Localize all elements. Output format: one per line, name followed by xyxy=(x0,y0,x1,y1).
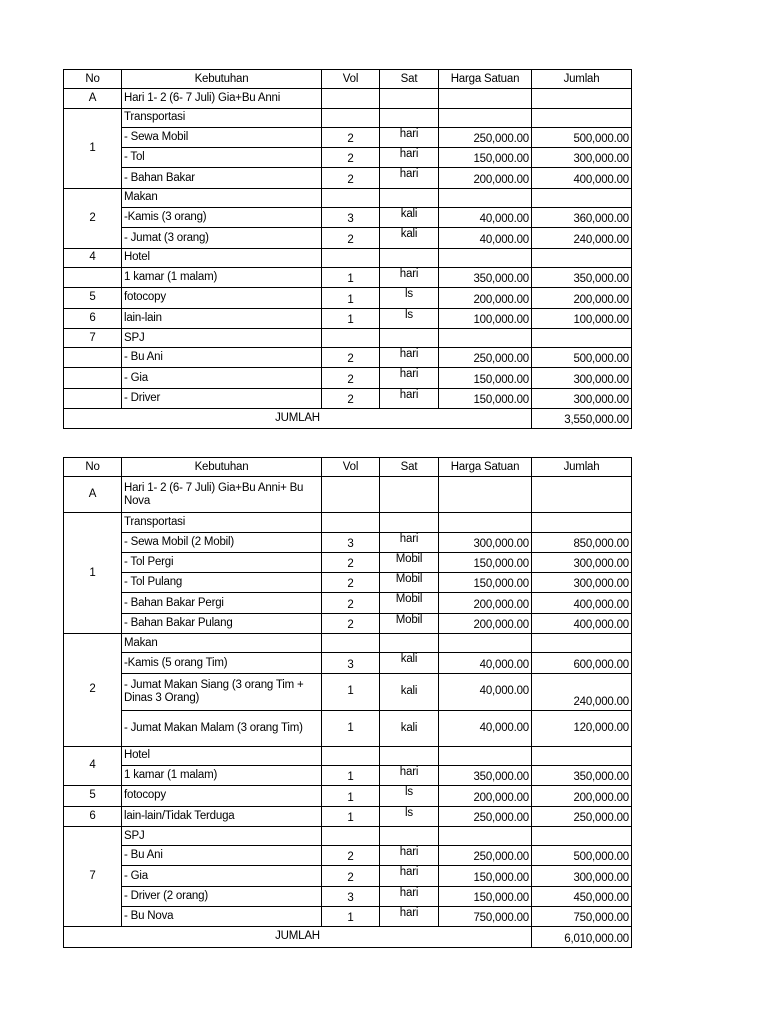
cell-jumlah: 200,000.00 xyxy=(532,786,632,806)
cell-vol: 2 xyxy=(322,127,380,147)
header-jumlah: Jumlah xyxy=(532,70,632,89)
cell-harga: 200,000.00 xyxy=(439,288,532,308)
table-row xyxy=(64,846,632,866)
cell-vol: 1 xyxy=(322,267,380,287)
header-harga-satuan: Harga Satuan xyxy=(439,458,532,477)
cell-vol: 2 xyxy=(322,368,380,388)
cell-sat: kali xyxy=(380,710,439,746)
table-row xyxy=(64,148,632,168)
cell-sat: kali xyxy=(380,673,439,710)
cell-vol: 2 xyxy=(322,866,380,886)
cell-harga: 250,000.00 xyxy=(439,846,532,866)
cell-sat: hari xyxy=(380,886,439,906)
cell-sat: Mobil xyxy=(380,593,439,613)
cell-kebutuhan: fotocopy xyxy=(122,288,322,308)
cell-sat: kali xyxy=(380,208,439,228)
cell-kebutuhan: -Kamis (3 orang) xyxy=(122,208,322,228)
cell-kebutuhan: 1 kamar (1 malam) xyxy=(122,765,322,785)
section-a-row xyxy=(64,477,632,513)
table-row xyxy=(64,573,632,593)
category-title: Hotel xyxy=(122,746,322,765)
row-no: 7 xyxy=(64,826,122,926)
section-a-row xyxy=(64,89,632,108)
cell-kebutuhan: lain-lain/Tidak Terduga xyxy=(122,806,322,826)
cell-vol: 2 xyxy=(322,593,380,613)
cell-sat: hari xyxy=(380,388,439,408)
cell-jumlah: 300,000.00 xyxy=(532,552,632,572)
row-no: 2 xyxy=(64,634,122,747)
cell-harga: 40,000.00 xyxy=(439,228,532,248)
cell-harga: 150,000.00 xyxy=(439,573,532,593)
cell-kebutuhan: - Tol Pulang xyxy=(122,573,322,593)
cell-kebutuhan: - Bahan Bakar Pergi xyxy=(122,593,322,613)
table-row xyxy=(64,806,632,826)
cell-sat: kali xyxy=(380,653,439,673)
cell-jumlah: 600,000.00 xyxy=(532,653,632,673)
table-row xyxy=(64,308,632,328)
cell-jumlah: 400,000.00 xyxy=(532,613,632,633)
cell-harga: 150,000.00 xyxy=(439,866,532,886)
cell-jumlah: 350,000.00 xyxy=(532,267,632,287)
cell-kebutuhan: - Driver xyxy=(122,388,322,408)
table-row xyxy=(64,348,632,368)
header-jumlah: Jumlah xyxy=(532,458,632,477)
table-row xyxy=(64,826,632,845)
cell-jumlah: 500,000.00 xyxy=(532,348,632,368)
cell-sat: hari xyxy=(380,168,439,188)
total-value: 6,010,000.00 xyxy=(532,927,632,947)
cell-vol: 3 xyxy=(322,208,380,228)
cell-vol: 2 xyxy=(322,388,380,408)
cell-harga: 150,000.00 xyxy=(439,148,532,168)
header-harga-satuan: Harga Satuan xyxy=(439,70,532,89)
cell-sat: ls xyxy=(380,806,439,826)
cell-harga: 350,000.00 xyxy=(439,765,532,785)
cell-harga: 40,000.00 xyxy=(439,673,532,710)
cell-jumlah: 750,000.00 xyxy=(532,907,632,927)
cell-kebutuhan: - Gia xyxy=(122,866,322,886)
cell-vol: 2 xyxy=(322,228,380,248)
cell-harga: 40,000.00 xyxy=(439,653,532,673)
header-sat: Sat xyxy=(380,70,439,89)
cell-vol: 2 xyxy=(322,168,380,188)
category-title: Hotel xyxy=(122,248,322,267)
cell-sat: hari xyxy=(380,348,439,368)
cell-kebutuhan: - Bu Ani xyxy=(122,348,322,368)
cell-kebutuhan: fotocopy xyxy=(122,786,322,806)
section-no: A xyxy=(64,477,122,513)
cell-kebutuhan: - Tol xyxy=(122,148,322,168)
cell-sat: Mobil xyxy=(380,552,439,572)
cell-harga: 40,000.00 xyxy=(439,710,532,746)
cell-harga: 200,000.00 xyxy=(439,613,532,633)
table-row xyxy=(64,513,632,532)
row-no: 4 xyxy=(64,248,122,267)
cell-jumlah: 100,000.00 xyxy=(532,308,632,328)
row-no: 4 xyxy=(64,746,122,786)
cell-sat: hari xyxy=(380,907,439,927)
cell-jumlah: 250,000.00 xyxy=(532,806,632,826)
cell-sat: ls xyxy=(380,288,439,308)
table-row xyxy=(64,208,632,228)
cell-sat: hari xyxy=(380,148,439,168)
cell-kebutuhan: - Driver (2 orang) xyxy=(122,886,322,906)
cell-kebutuhan: - Sewa Mobil (2 Mobil) xyxy=(122,532,322,552)
total-value: 3,550,000.00 xyxy=(532,409,632,429)
cell-jumlah: 300,000.00 xyxy=(532,388,632,408)
cell-vol: 3 xyxy=(322,532,380,552)
cell-sat: hari xyxy=(380,127,439,147)
section-title: Hari 1- 2 (6- 7 Juli) Gia+Bu Anni xyxy=(122,89,322,108)
cell-harga: 40,000.00 xyxy=(439,208,532,228)
table-row xyxy=(64,907,632,927)
table-row xyxy=(64,866,632,886)
cell-harga: 250,000.00 xyxy=(439,806,532,826)
cell-sat: hari xyxy=(380,368,439,388)
row-no: 5 xyxy=(64,288,122,308)
cell-sat: hari xyxy=(380,866,439,886)
budget-table-2 xyxy=(63,457,632,948)
cell-vol: 2 xyxy=(322,846,380,866)
category-title: Makan xyxy=(122,634,322,653)
table-row xyxy=(64,288,632,308)
section-title: Hari 1- 2 (6- 7 Juli) Gia+Bu Anni+ Bu Nova xyxy=(122,477,322,513)
cell-harga: 250,000.00 xyxy=(439,127,532,147)
cell-vol: 2 xyxy=(322,573,380,593)
table-row xyxy=(64,710,632,746)
cell-jumlah: 300,000.00 xyxy=(532,866,632,886)
header-no: No xyxy=(64,70,122,89)
cell-vol: 1 xyxy=(322,710,380,746)
cell-jumlah: 300,000.00 xyxy=(532,368,632,388)
cell-harga: 350,000.00 xyxy=(439,267,532,287)
cell-harga: 150,000.00 xyxy=(439,552,532,572)
category-title: Transportasi xyxy=(122,513,322,532)
cell-harga: 150,000.00 xyxy=(439,368,532,388)
cell-jumlah: 300,000.00 xyxy=(532,573,632,593)
category-title: Makan xyxy=(122,188,322,207)
header-vol: Vol xyxy=(322,458,380,477)
budget-table-1 xyxy=(63,69,632,429)
row-no: 6 xyxy=(64,308,122,328)
row-no: 1 xyxy=(64,513,122,634)
table-row xyxy=(64,765,632,785)
cell-kebutuhan: - Jumat Makan Malam (3 orang Tim) xyxy=(122,710,322,746)
cell-sat: Mobil xyxy=(380,573,439,593)
cell-harga: 250,000.00 xyxy=(439,348,532,368)
table-row xyxy=(64,188,632,207)
row-no: 5 xyxy=(64,786,122,806)
header-no: No xyxy=(64,458,122,477)
cell-kebutuhan: - Sewa Mobil xyxy=(122,127,322,147)
cell-sat: hari xyxy=(380,765,439,785)
category-title: SPJ xyxy=(122,826,322,845)
cell-harga: 150,000.00 xyxy=(439,886,532,906)
table-row xyxy=(64,593,632,613)
cell-sat: ls xyxy=(380,786,439,806)
table-row xyxy=(64,168,632,188)
cell-sat: Mobil xyxy=(380,613,439,633)
cell-vol: 1 xyxy=(322,806,380,826)
total-label: JUMLAH xyxy=(64,409,532,429)
cell-vol: 2 xyxy=(322,613,380,633)
header-row xyxy=(64,70,632,89)
cell-sat: hari xyxy=(380,532,439,552)
cell-kebutuhan: - Bahan Bakar xyxy=(122,168,322,188)
cell-jumlah: 360,000.00 xyxy=(532,208,632,228)
row-no: 7 xyxy=(64,328,122,347)
cell-kebutuhan: -Kamis (5 orang Tim) xyxy=(122,653,322,673)
cell-vol: 1 xyxy=(322,673,380,710)
cell-jumlah: 450,000.00 xyxy=(532,886,632,906)
cell-sat: hari xyxy=(380,846,439,866)
table-row xyxy=(64,746,632,765)
table-row xyxy=(64,108,632,127)
category-title: Transportasi xyxy=(122,108,322,127)
cell-sat: hari xyxy=(380,267,439,287)
cell-vol: 3 xyxy=(322,653,380,673)
cell-kebutuhan: - Bahan Bakar Pulang xyxy=(122,613,322,633)
cell-harga: 300,000.00 xyxy=(439,532,532,552)
cell-sat: kali xyxy=(380,228,439,248)
header-row xyxy=(64,458,632,477)
total-row xyxy=(64,927,632,947)
row-no: 2 xyxy=(64,188,122,248)
cell-vol: 1 xyxy=(322,907,380,927)
cell-vol: 2 xyxy=(322,552,380,572)
cell-harga: 200,000.00 xyxy=(439,786,532,806)
cell-kebutuhan: - Gia xyxy=(122,368,322,388)
table-row xyxy=(64,328,632,347)
table-row xyxy=(64,886,632,906)
table-row xyxy=(64,248,632,267)
cell-jumlah: 850,000.00 xyxy=(532,532,632,552)
cell-vol: 2 xyxy=(322,348,380,368)
header-kebutuhan: Kebutuhan xyxy=(122,458,322,477)
cell-jumlah: 400,000.00 xyxy=(532,593,632,613)
category-title: SPJ xyxy=(122,328,322,347)
cell-jumlah: 500,000.00 xyxy=(532,127,632,147)
table-row xyxy=(64,267,632,287)
header-kebutuhan: Kebutuhan xyxy=(122,70,322,89)
cell-vol: 1 xyxy=(322,288,380,308)
table-row xyxy=(64,786,632,806)
table-row xyxy=(64,634,632,653)
total-label: JUMLAH xyxy=(64,927,532,947)
table-row xyxy=(64,368,632,388)
table-row xyxy=(64,673,632,710)
cell-jumlah: 120,000.00 xyxy=(532,710,632,746)
cell-vol: 3 xyxy=(322,886,380,906)
cell-vol: 2 xyxy=(322,148,380,168)
header-sat: Sat xyxy=(380,458,439,477)
table-row xyxy=(64,613,632,633)
cell-sat: ls xyxy=(380,308,439,328)
cell-harga: 200,000.00 xyxy=(439,168,532,188)
cell-kebutuhan: - Jumat (3 orang) xyxy=(122,228,322,248)
cell-harga: 100,000.00 xyxy=(439,308,532,328)
cell-jumlah: 500,000.00 xyxy=(532,846,632,866)
cell-harga: 200,000.00 xyxy=(439,593,532,613)
row-no: 6 xyxy=(64,806,122,826)
cell-harga: 750,000.00 xyxy=(439,907,532,927)
table-row xyxy=(64,552,632,572)
header-vol: Vol xyxy=(322,70,380,89)
table-row xyxy=(64,532,632,552)
table-row xyxy=(64,127,632,147)
cell-kebutuhan: 1 kamar (1 malam) xyxy=(122,267,322,287)
table-row xyxy=(64,228,632,248)
table-row xyxy=(64,388,632,408)
cell-jumlah: 240,000.00 xyxy=(532,673,632,710)
cell-vol: 1 xyxy=(322,786,380,806)
cell-kebutuhan: - Jumat Makan Siang (3 orang Tim + Dinas 3 Orang) xyxy=(122,673,322,710)
cell-jumlah: 400,000.00 xyxy=(532,168,632,188)
cell-jumlah: 300,000.00 xyxy=(532,148,632,168)
cell-jumlah: 240,000.00 xyxy=(532,228,632,248)
cell-jumlah: 200,000.00 xyxy=(532,288,632,308)
cell-kebutuhan: - Bu Nova xyxy=(122,907,322,927)
cell-vol: 1 xyxy=(322,308,380,328)
cell-kebutuhan: - Tol Pergi xyxy=(122,552,322,572)
cell-kebutuhan: - Bu Ani xyxy=(122,846,322,866)
section-no: A xyxy=(64,89,122,108)
cell-kebutuhan: lain-lain xyxy=(122,308,322,328)
row-no: 1 xyxy=(64,108,122,188)
table-row xyxy=(64,653,632,673)
total-row xyxy=(64,409,632,429)
cell-vol: 1 xyxy=(322,765,380,785)
cell-harga: 150,000.00 xyxy=(439,388,532,408)
cell-jumlah: 350,000.00 xyxy=(532,765,632,785)
